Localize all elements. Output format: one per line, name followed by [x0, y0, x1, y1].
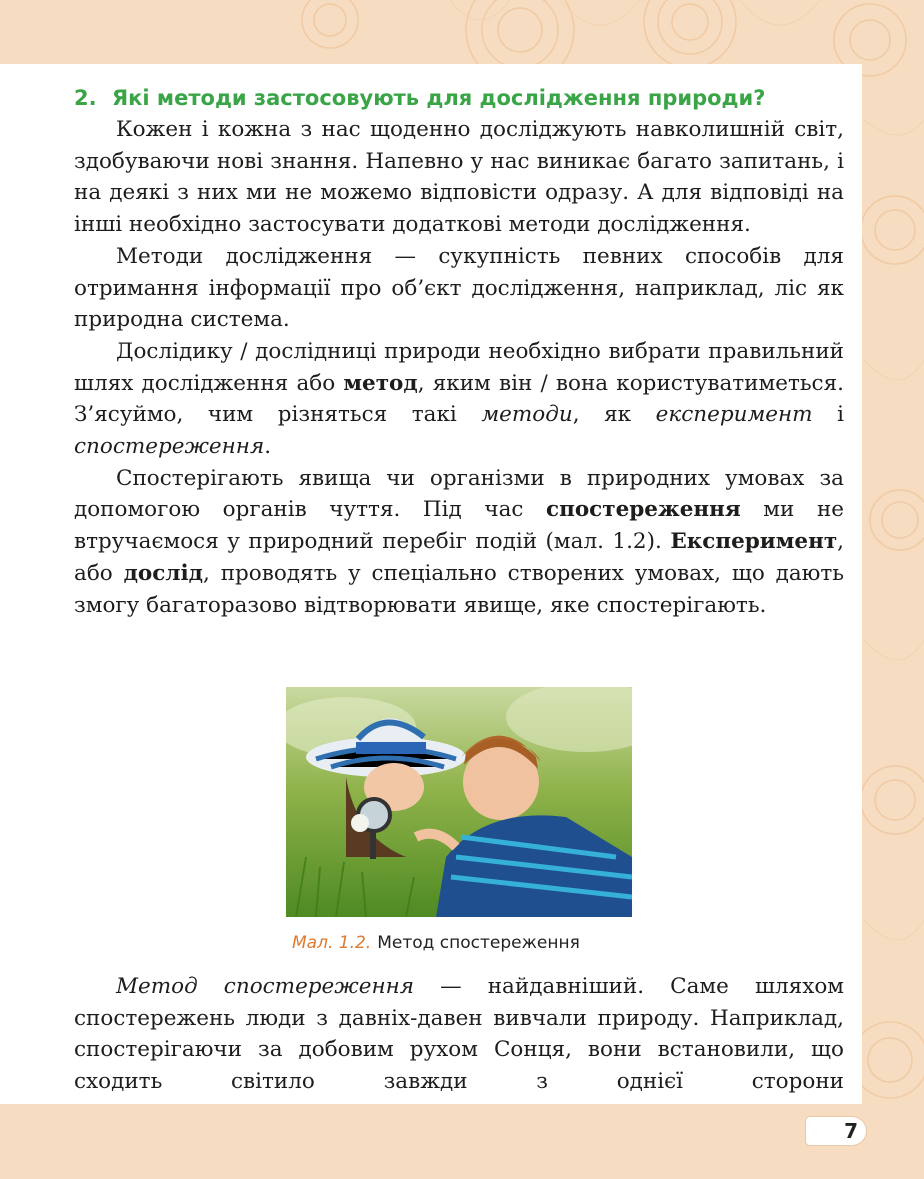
section-heading	[74, 84, 854, 112]
figure-label: Мал. 1.2.	[292, 933, 372, 953]
page-number: 7	[806, 1117, 866, 1145]
paragraph-2: Методи дослідження — сукупність певних способів для отримання інформації про об’єкт дослідження, наприклад, ліс як природна система.	[74, 243, 844, 333]
body-text-top	[74, 114, 844, 621]
paragraph-3: Дослідику / дослідниці природи необхідно вибрати правильний шлях дослідження або метод, яким він / вона користуватиметься. З’ясуймо, чим різняться такі методи, як експеримент і спостереження.	[74, 338, 844, 460]
section-title: Які методи застосовують для дослідження природи?	[112, 86, 766, 110]
figure-photo-children-observing	[286, 687, 632, 917]
figure-caption	[292, 933, 712, 953]
paragraph-4: Спостерігають явища чи організми в природних умовах за допомогою органів чуття. Під час спостереження ми не втручаємося у природний перебіг подій (мал. 1.2). Експеримент, або дослід, проводять у спеціально створених умовах, що дають змогу багаторазово відтворювати явище, яке спостерігають.	[74, 465, 845, 618]
figure-caption-text: Метод спостереження	[377, 933, 580, 953]
paragraph-5: Метод спостереження — найдавніший. Саме шляхом спостережень люди з давніх-давен вивчали природу. Наприклад, спостерігаючи за добовим рухом Сонця, вони встановили, що сходить світило завжди з однієї сторони	[74, 974, 844, 1095]
paragraph-1: Кожен і кожна з нас щоденно досліджують навколишній світ, здобуваючи нові знання. Напевно у нас виникає багато запитань, і на деякі з них ми не можемо відповісти одразу. А для відповіді на інші необхідно застосувати додаткові методи дослідження.	[74, 117, 844, 238]
body-text-bottom	[74, 971, 844, 1098]
section-number: 2.	[74, 86, 97, 110]
